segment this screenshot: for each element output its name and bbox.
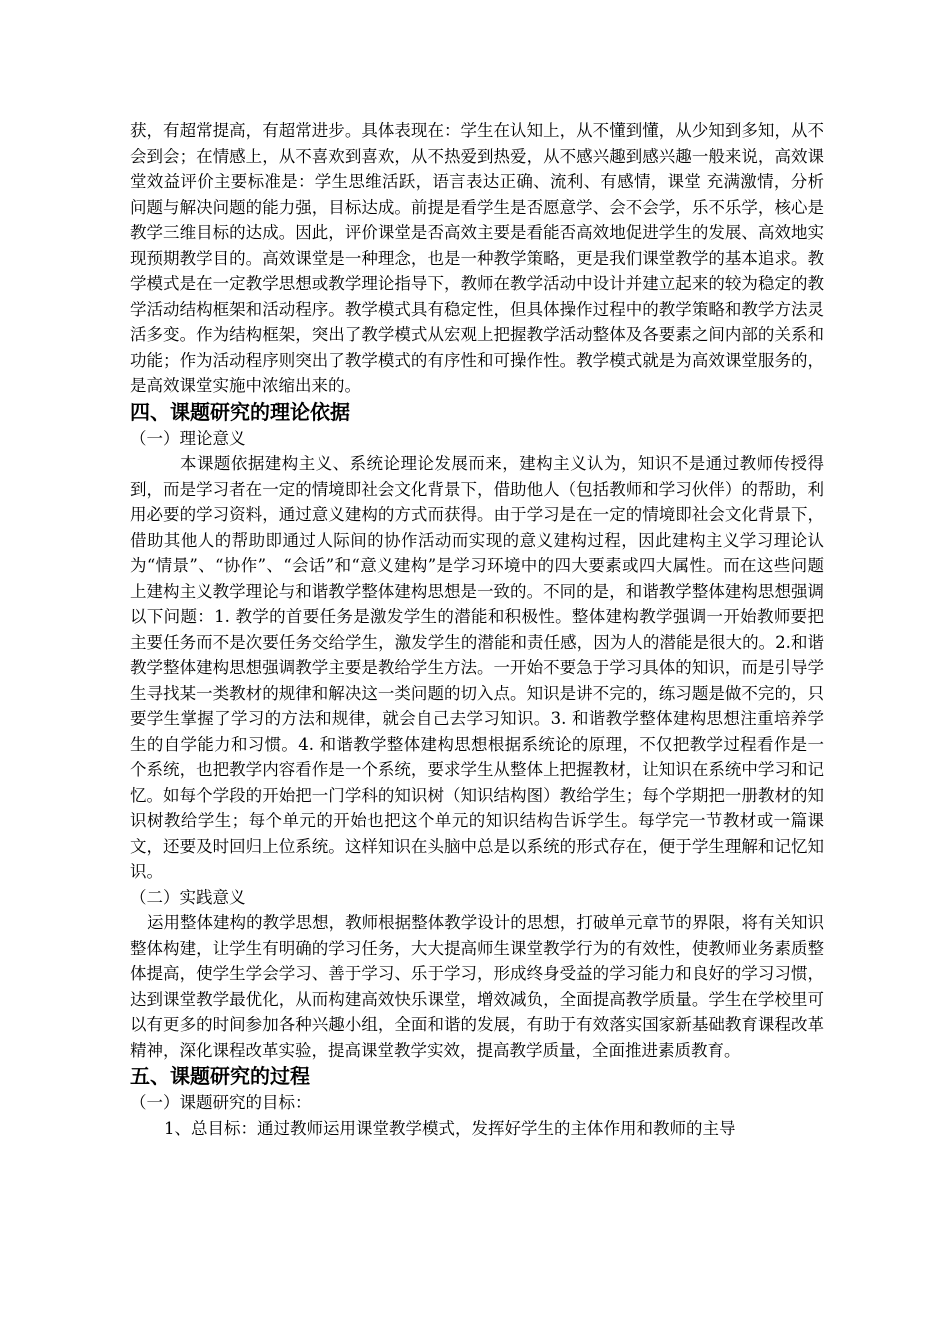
intro-paragraph: 获，有超常提高，有超常进步。具体表现在：学生在认知上，从不懂到懂，从少知到多知，从不会到会；在情感上，从不喜欢到喜欢，从不热爱到热爱，从不感兴趣到感兴趣一般来说，高效课堂效益评价主要标准是：学生思维活跃，语言表达正确、流利、有感情，课堂 充满激情，分析问题与解决问题的能力强，目标达成。前提是看学生是否愿意学、会不会学，乐不乐学，核心是教学三维目标的达成。因此，评价课堂是否高效主要是看能否高效地促进学生的发展、高效地实现预期教学目的。高效课堂是一种理念，也是一种教学策略，更是我们课堂教学的基本追求。教学模式是在一定教学思想或教学理论指导下，教师在教学活动中设计并建立起来的较为稳定的教学活动结构框架和活动程序。教学模式具有稳定性，但具体操作过程中的教学策略和教学方法灵活多变。作为结构框架，突出了教学模式从宏观上把握教学活动整体及各要素之间内部的关系和功能；作为活动程序则突出了教学模式的有序性和可操作性。教学模式就是为高效课堂服务的，是高效课堂实施中浓缩出来的。 — [130, 121, 824, 395]
theory-paragraph: 本课题依据建构主义、系统论理论发展而来，建构主义认为，知识不是通过教师传授得到，而是学习者在一定的情境即社会文化背景下，借助他人（包括教师和学习伙伴）的帮助，利用必要的学习资料，通过意义建构的方式而获得。由于学习是在一定的情境即社会文化背景下，借助其他人的帮助即通过人际间的协作活动而实现的意义建构过程，因此建构主义学习理论认为“情景”、“协作”、“会话”和“意义建构”是学习环境中的四大要素或四大属性。而在这些问题上建构主义教学理论与和谐教学整体建构思想是一致的。不同的是，和谐教学整体建构思想强调以下问题：1. 教学的首要任务是激发学生的潜能和积极性。整体建构教学强调一开始教师要把主要任务而不是次要任务交给学生，激发学生的潜能和责任感，因为人的潜能是很大的。2.和谐教学整体建构思想强调教学主要是教给学生方法。一开始不要急于学习具体的知识，而是引导学生寻找某一类教材的规律和解决这一类问题的切入点。知识是讲不完的，练习题是做不完的，只要学生掌握了学习的方法和规律，就会自己去学习知识。3. 和谐教学整体建构思想注重培养学生的自学能力和习惯。4. 和谐教学整体建构思想根据系统论的原理，不仅把教学过程看作是一个系统，也把教学内容看作是一个系统，要求学生从整体上把握教材，让知识在系统中学习和记忆。如每个学段的开始把一门学科的知识树（知识结构图）教给学生；每个学期把一册教材的知识树教给学生；每个单元的开始也把这个单元的知识结构告诉学生。每学完一节教材或一篇课文，还要及时回归上位系统。这样知识在头脑中总是以系统的形式存在，便于学生理解和记忆知识。 — [130, 454, 824, 881]
section-4-subheading-theory: （一）理论意义 — [130, 428, 246, 448]
section-4-subheading-practice: （二）实践意义 — [130, 887, 246, 907]
section-4-heading: 四、课题研究的理论依据 — [130, 399, 350, 424]
section-5-heading: 五、课题研究的过程 — [130, 1064, 310, 1088]
section-5-subheading-goals: （一）课题研究的目标： — [130, 1093, 312, 1112]
practice-paragraph: 运用整体建构的教学思想，教师根据整体教学设计的思想，打破单元章节的界限，将有关知识整体构建，让学生有明确的学习任务，大大提高师生课堂教学行为的有效性，使教师业务素质整体提高，使学生学会学习、善于学习、乐于学习，形成终身受益的学习能力和良好的学习习惯，达到课堂教学最优化，从而构建高效快乐课堂，增效减负，全面提高教学质量。学生在学校里可以有更多的时间参加各种兴趣小组，全面和谐的发展，有助于有效落实国家新基础教育课程改革精神，深化课程改革实验，提高课堂教学实效，提高教学质量，全面推进素质教育。 — [130, 913, 824, 1060]
goal-item: 1、总目标：通过教师运用课堂教学模式，发挥好学生的主体作用和教师的主导 — [164, 1118, 736, 1138]
document-page — [130, 118, 824, 1141]
